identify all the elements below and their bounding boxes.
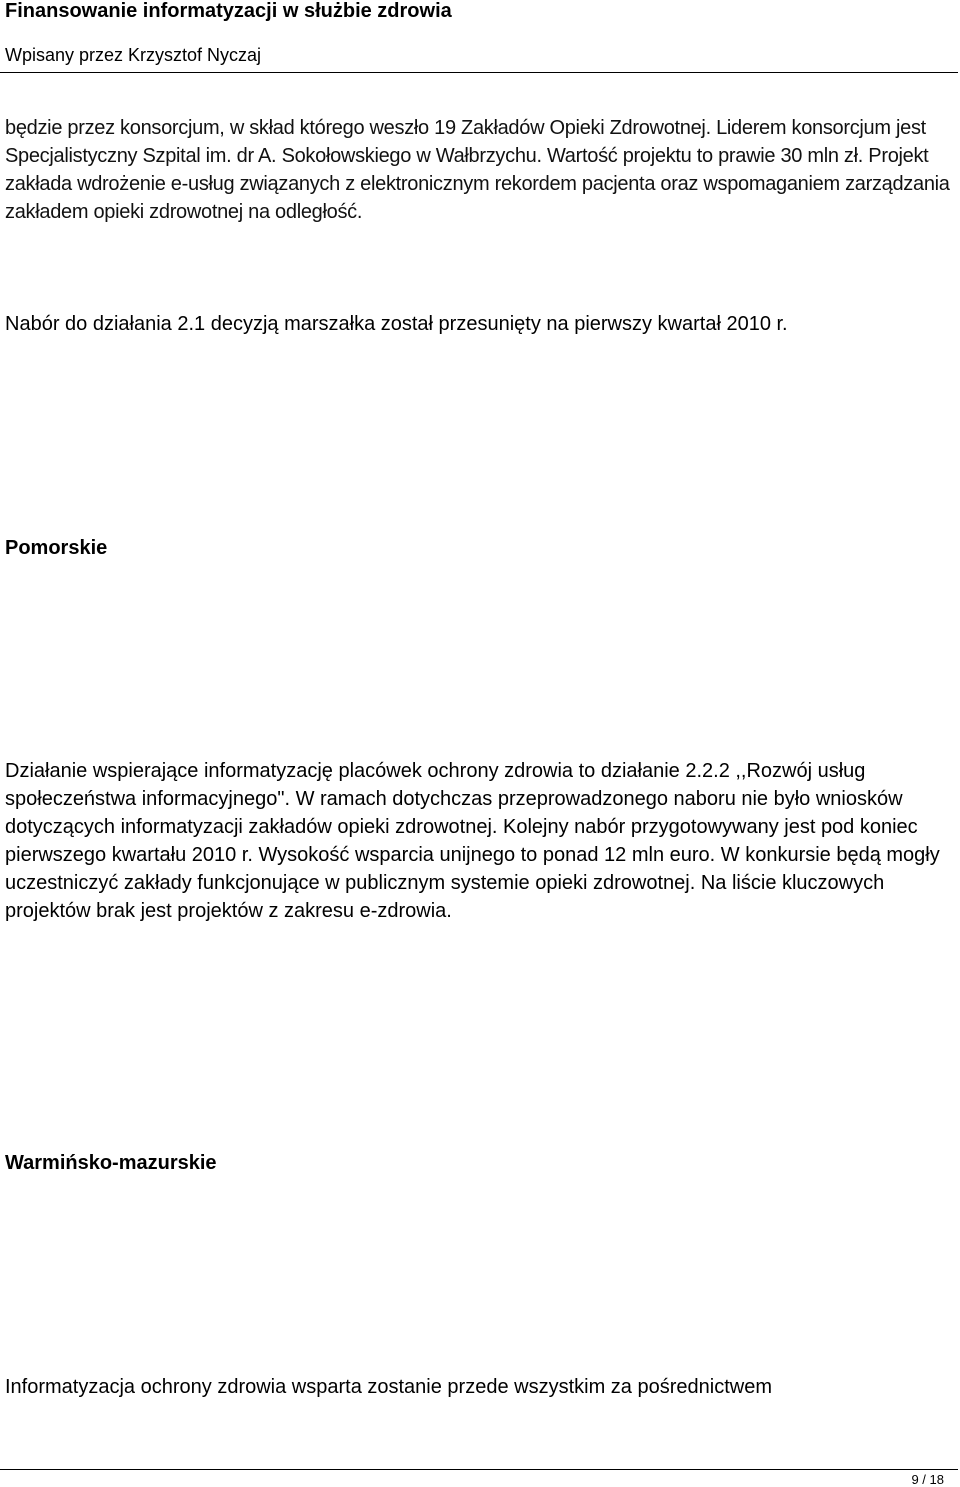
pomorskie-paragraph: Działanie wspierające informatyzację placówek ochrony zdrowia to działanie 2.2.2 ,,Rozwój usług społeczeństwa informacyjnego". W ramach dotychczas przeprowadzonego naboru nie było wniosków dotyczących informatyzacji zakładów opieki zdrowotnej. Kolejny nabór przygotowywany jest pod koniec pierwszego kwartału 2010 r. Wysokość wsparcia unijnego to ponad 12 mln euro. W konkursie będą mogły uczestniczyć zakłady funkcjonujące w publicznym systemie opieki zdrowotnej. Na liście kluczowych projektów brak jest projektów z zakresu e-zdrowia.: [5, 760, 940, 922]
warminsko-paragraph: Informatyzacja ochrony zdrowia wsparta zostanie przede wszystkim za pośrednictwem: [5, 1376, 772, 1398]
page-number: 9 / 18: [911, 1472, 944, 1487]
intro-paragraph: będzie przez konsorcjum, w skład którego weszło 19 Zakładów Opieki Zdrowotnej. Liderem konsorcjum jest Specjalistyczny Szpital im. dr A. Sokołowskiego w Wałbrzychu. Wartość projektu to prawie 30 mln zł. Projekt zakłada wdrożenie e-usług związanych z elektronicznym rekordem pacjenta oraz wspomaganiem zarządzania zakładem opieki zdrowotnej na odległość.: [5, 117, 950, 223]
section-heading-warminsko-mazurskie: Warmińsko-mazurskie: [5, 1152, 217, 1174]
nabor-paragraph: Nabór do działania 2.1 decyzją marszałka został przesunięty na pierwszy kwartał 2010 r.: [5, 313, 788, 335]
author-line: Wpisany przez Krzysztof Nyczaj: [5, 45, 262, 65]
document-title: Finansowanie informatyzacji w służbie zdrowia: [5, 0, 452, 22]
section-heading-pomorskie: Pomorskie: [5, 537, 108, 559]
footer-divider: [0, 1469, 958, 1470]
header-divider: [0, 72, 958, 73]
